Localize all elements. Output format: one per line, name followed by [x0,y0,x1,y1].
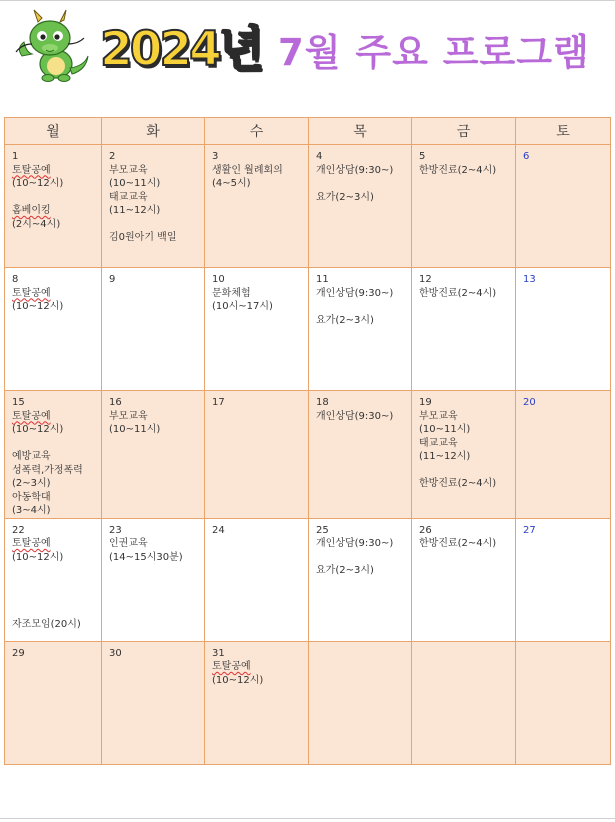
day-number: 3 [212,151,219,162]
day-number: 8 [12,274,19,285]
day-number: 22 [12,524,25,536]
event-time: (11~12시) [419,451,471,462]
day-number: 24 [212,524,225,536]
event-time: (3~4시) [12,505,51,516]
event-time: (2시~4시) [12,218,61,230]
day-number: 15 [12,397,25,408]
day-cell-19 [412,391,516,519]
weekday-header-row [5,118,611,145]
day-number-saturday: 6 [523,151,530,162]
event-child-abuse-edu: 아동학대 [12,491,51,503]
day-cell-11 [309,268,412,391]
event-craft: 토탈공예 [12,287,51,299]
day-number: 4 [316,151,323,162]
week-row-4 [5,518,611,641]
day-cell-23 [102,518,205,641]
event-time: (14~15시30분) [109,551,183,563]
week-row-5 [5,641,611,764]
day-number: 5 [419,151,426,162]
day-number-saturday: 27 [523,524,536,536]
day-cell-31 [205,641,309,764]
day-cell-8 [5,268,102,391]
event-counseling: 개인상담(9:30~) [316,410,394,422]
weekday-wed: 수 [205,118,309,145]
day-number-saturday: 20 [523,397,536,408]
day-cell-24 [205,518,309,641]
event-time: (10~11시) [109,424,161,435]
day-number: 25 [316,524,329,536]
day-number: 19 [419,397,432,408]
day-number: 17 [212,397,225,408]
day-cell-5 [412,145,516,268]
day-cell-12 [412,268,516,391]
day-cell-18 [309,391,412,519]
event-craft: 토탈공예 [12,410,51,422]
event-prenatal-edu: 태교교육 [419,437,458,449]
page-bottom-border [0,818,615,819]
day-number: 11 [316,274,329,285]
event-craft: 토탈공예 [212,661,251,672]
day-number: 12 [419,274,432,285]
event-monthly-meeting: 생활인 월례회의 [212,164,283,176]
event-self-help-meeting: 자조모임(20시) [12,619,81,630]
day-cell-15 [5,391,102,519]
week-row-1 [5,145,611,268]
day-cell-10 [205,268,309,391]
day-number: 16 [109,397,122,408]
day-number: 31 [212,647,225,659]
event-parent-edu: 부모교육 [109,164,148,176]
day-number: 9 [109,274,116,285]
weekday-mon: 월 [5,118,102,145]
event-yoga: 요가(2~3시) [316,314,374,326]
day-cell-30 [102,641,205,764]
event-time: (10시~17시) [212,301,273,312]
day-number: 1 [12,151,19,162]
day-number: 26 [419,524,432,536]
event-korean-medicine: 한방진료(2~4시) [419,287,497,299]
event-korean-medicine: 한방진료(2~4시) [419,538,497,549]
event-baby-100day: 김0원아기 백일 [109,232,177,243]
year-title: 2024년 [100,22,262,77]
weekday-tue: 화 [102,118,205,145]
weekday-sat: 토 [516,118,611,145]
event-time: (10~11시) [109,178,161,189]
program-title: 7월 주요 프로그램 [278,31,590,74]
day-number: 29 [12,647,25,659]
day-number: 23 [109,524,122,536]
day-cell-empty-fri [412,641,516,764]
event-time: (11~12시) [109,205,161,216]
event-parent-edu: 부모교육 [419,410,458,422]
weekday-fri: 금 [412,118,516,145]
day-cell-29 [5,641,102,764]
calendar-table [4,117,611,765]
day-cell-empty-sat [516,641,611,764]
event-time: (2~3시) [12,478,51,489]
event-korean-medicine: 한방진료(2~4시) [419,478,497,489]
event-culture: 문화체험 [212,287,251,299]
event-violence-edu: 성폭력,가정폭력 [12,464,83,476]
day-cell-13 [516,268,611,391]
day-cell-3 [205,145,309,268]
event-parent-edu: 부모교육 [109,410,148,422]
day-cell-17 [205,391,309,519]
week-row-2 [5,268,611,391]
day-cell-1 [5,145,102,268]
day-cell-empty-thu [309,641,412,764]
day-number: 2 [109,151,116,162]
event-craft: 토탈공예 [12,164,51,176]
day-number-saturday: 13 [523,274,536,285]
event-time: (10~12시) [12,301,64,312]
day-number: 18 [316,397,329,408]
day-cell-26 [412,518,516,641]
event-time: (10~12시) [212,674,264,686]
weekday-thu: 목 [309,118,412,145]
event-counseling: 개인상담(9:30~) [316,538,394,549]
event-yoga: 요가(2~3시) [316,191,374,203]
event-human-rights-edu: 인권교육 [109,538,148,549]
event-time: (4~5시) [212,178,251,189]
day-cell-4 [309,145,412,268]
event-yoga: 요가(2~3시) [316,565,374,576]
day-cell-16 [102,391,205,519]
day-cell-2 [102,145,205,268]
day-cell-20 [516,391,611,519]
event-craft: 토탈공예 [12,538,51,549]
event-prevention-edu: 예방교육 [12,451,51,462]
day-cell-22 [5,518,102,641]
day-cell-27 [516,518,611,641]
event-time: (10~11시) [419,424,471,435]
dragon-mascot-icon [14,8,92,84]
event-korean-medicine: 한방진료(2~4시) [419,164,497,176]
event-counseling: 개인상담(9:30~) [316,287,394,299]
day-number: 30 [109,647,122,659]
event-counseling: 개인상담(9:30~) [316,164,394,176]
event-time: (10~12시) [12,178,64,189]
day-number: 10 [212,274,225,285]
event-time: (10~12시) [12,551,64,563]
header [0,0,615,112]
week-row-3 [5,391,611,519]
event-prenatal-edu: 태교교육 [109,191,148,203]
event-time: (10~12시) [12,424,64,435]
day-cell-6 [516,145,611,268]
day-cell-25 [309,518,412,641]
day-cell-9 [102,268,205,391]
event-baking: 홈베이킹 [12,205,51,216]
